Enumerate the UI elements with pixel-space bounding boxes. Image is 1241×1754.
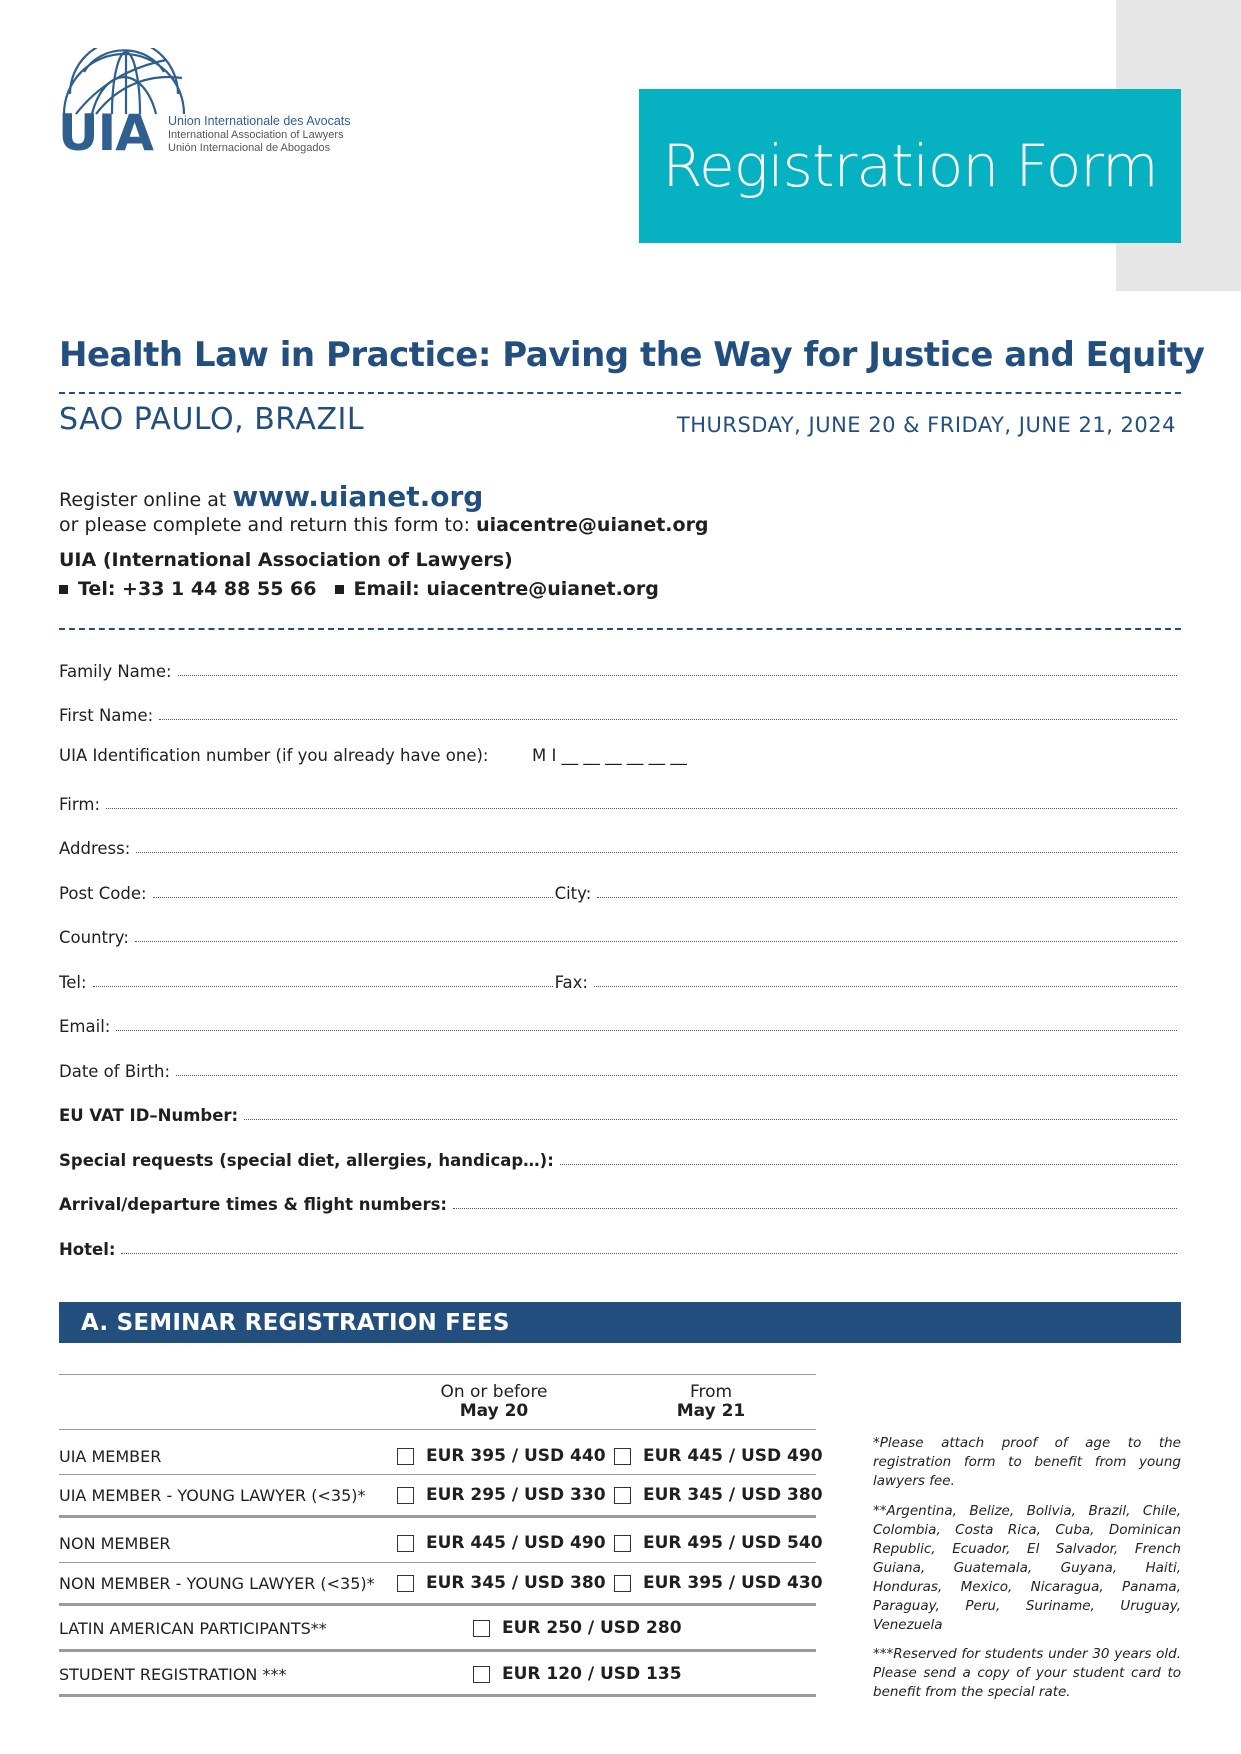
return-email-link[interactable]: uiacentre@uianet.org [476, 514, 709, 536]
fees-section-heading: A. SEMINAR REGISTRATION FEES [59, 1302, 1181, 1343]
checkbox-icon [473, 1620, 490, 1637]
family-name-field[interactable]: Family Name: [59, 657, 1177, 681]
contact-email[interactable]: Email: uiacentre@uianet.org [353, 578, 659, 600]
checkbox-icon [473, 1666, 490, 1683]
country-field[interactable]: Country: [59, 923, 1177, 947]
tel-label: Tel: [59, 973, 87, 992]
post-code-city-field[interactable] [59, 879, 1177, 903]
register-online-line [59, 480, 483, 513]
arrival-field[interactable]: Arrival/departure times & flight numbers: [59, 1190, 1177, 1214]
fee-row-label: UIA MEMBER [59, 1447, 162, 1466]
dob-field[interactable]: Date of Birth: [59, 1057, 1177, 1081]
checkbox-icon [397, 1487, 414, 1504]
checkbox-icon [614, 1487, 631, 1504]
logo-text: UIA [58, 104, 153, 162]
fee-option-early[interactable]: EUR 445 / USD 490 [397, 1533, 606, 1553]
uia-logo [56, 48, 396, 162]
col-early-header: On or before May 20 [440, 1382, 548, 1421]
col-late-header: From May 21 [676, 1382, 746, 1421]
fee-row-label: NON MEMBER [59, 1534, 171, 1553]
logo-line-es: Unión Internacional de Abogados [168, 142, 331, 154]
fee-row-label: LATIN AMERICAN PARTICIPANTS** [59, 1619, 327, 1638]
note-young-lawyer: *Please attach proof of age to the registration form to benefit from young lawyers fee. [873, 1435, 1181, 1489]
divider [59, 628, 1181, 630]
fee-row-label: UIA MEMBER - YOUNG LAWYER (<35)* [59, 1486, 366, 1505]
fee-option-single[interactable]: EUR 120 / USD 135 [473, 1664, 682, 1684]
bullet-square-icon [335, 585, 344, 594]
email-field[interactable]: Email: [59, 1012, 1177, 1036]
fee-row-label: NON MEMBER - YOUNG LAWYER (<35)* [59, 1574, 375, 1593]
table-rule [59, 1562, 816, 1563]
form-title-banner: Registration Form [639, 89, 1181, 243]
checkbox-icon [614, 1575, 631, 1592]
register-online-prefix: Register online at [59, 489, 227, 511]
first-name-field[interactable]: First Name: [59, 701, 1177, 725]
note-latin-america: **Argentina, Belize, Bolivia, Brazil, Chile, Colombia, Costa Rica, Cuba, Dominican Republic, Ecuador, El Salvador, French Guiana, Guatemala, Guyana, Haiti, Honduras, Mexico, Nicaragua, Panama, Paraguay, Peru, Suriname, Uruguay, Venezuela [873, 1503, 1181, 1633]
note-student: ***Reserved for students under 30 years old. Please send a copy of your student card to benefit from the special rate. [873, 1646, 1181, 1700]
vat-field[interactable]: EU VAT ID–Number: [59, 1101, 1177, 1125]
logo-line-en: International Association of Lawyers [168, 129, 344, 141]
event-dates: THURSDAY, JUNE 20 & FRIDAY, JUNE 21, 2024 [676, 413, 1176, 437]
tel-fax-field[interactable] [59, 968, 1177, 992]
address-field[interactable]: Address: [59, 834, 1177, 858]
fee-option-early[interactable]: EUR 395 / USD 440 [397, 1446, 606, 1466]
uia-id-mask[interactable]: M I __ __ __ __ __ __ [532, 746, 687, 765]
fee-option-early[interactable]: EUR 295 / USD 330 [397, 1485, 606, 1505]
return-line [59, 514, 709, 536]
checkbox-icon [397, 1535, 414, 1552]
fee-option-early[interactable]: EUR 345 / USD 380 [397, 1573, 606, 1593]
uia-id-label: UIA Identification number (if you already have one): [59, 746, 489, 765]
fax-label: Fax: [554, 973, 588, 992]
firm-field[interactable]: Firm: [59, 790, 1177, 814]
hotel-field[interactable]: Hotel: [59, 1235, 1177, 1259]
contact-line [59, 578, 659, 600]
city-label: City: [554, 884, 592, 903]
table-rule [59, 1603, 816, 1606]
divider [59, 392, 1181, 394]
return-text: or please complete and return this form to: [59, 514, 471, 536]
table-rule [59, 1429, 816, 1430]
event-location: SAO PAULO, BRAZIL [59, 402, 365, 437]
fee-option-single[interactable]: EUR 250 / USD 280 [473, 1618, 682, 1638]
table-rule [59, 1374, 816, 1375]
website-link[interactable]: www.uianet.org [232, 480, 484, 513]
logo-line-fr: Union Internationale des Avocats [168, 114, 351, 128]
table-rule [59, 1694, 816, 1697]
special-requests-field[interactable]: Special requests (special diet, allergies, handicap…): [59, 1146, 1177, 1170]
table-rule [59, 1515, 816, 1518]
event-title: Health Law in Practice: Paving the Way for Justice and Equity [59, 335, 1205, 375]
fee-option-late[interactable]: EUR 345 / USD 380 [614, 1485, 823, 1505]
bullet-square-icon [59, 585, 68, 594]
post-code-label: Post Code: [59, 884, 147, 903]
fee-row-label: STUDENT REGISTRATION *** [59, 1665, 287, 1684]
uia-id-field[interactable] [59, 746, 687, 765]
checkbox-icon [614, 1448, 631, 1465]
fee-option-late[interactable]: EUR 495 / USD 540 [614, 1533, 823, 1553]
fee-option-late[interactable]: EUR 395 / USD 430 [614, 1573, 823, 1593]
org-name: UIA (International Association of Lawyers) [59, 549, 513, 571]
fee-option-late[interactable]: EUR 445 / USD 490 [614, 1446, 823, 1466]
contact-tel: Tel: +33 1 44 88 55 66 [78, 578, 317, 600]
checkbox-icon [397, 1448, 414, 1465]
table-rule [59, 1649, 816, 1652]
checkbox-icon [397, 1575, 414, 1592]
table-rule [59, 1474, 816, 1475]
checkbox-icon [614, 1535, 631, 1552]
